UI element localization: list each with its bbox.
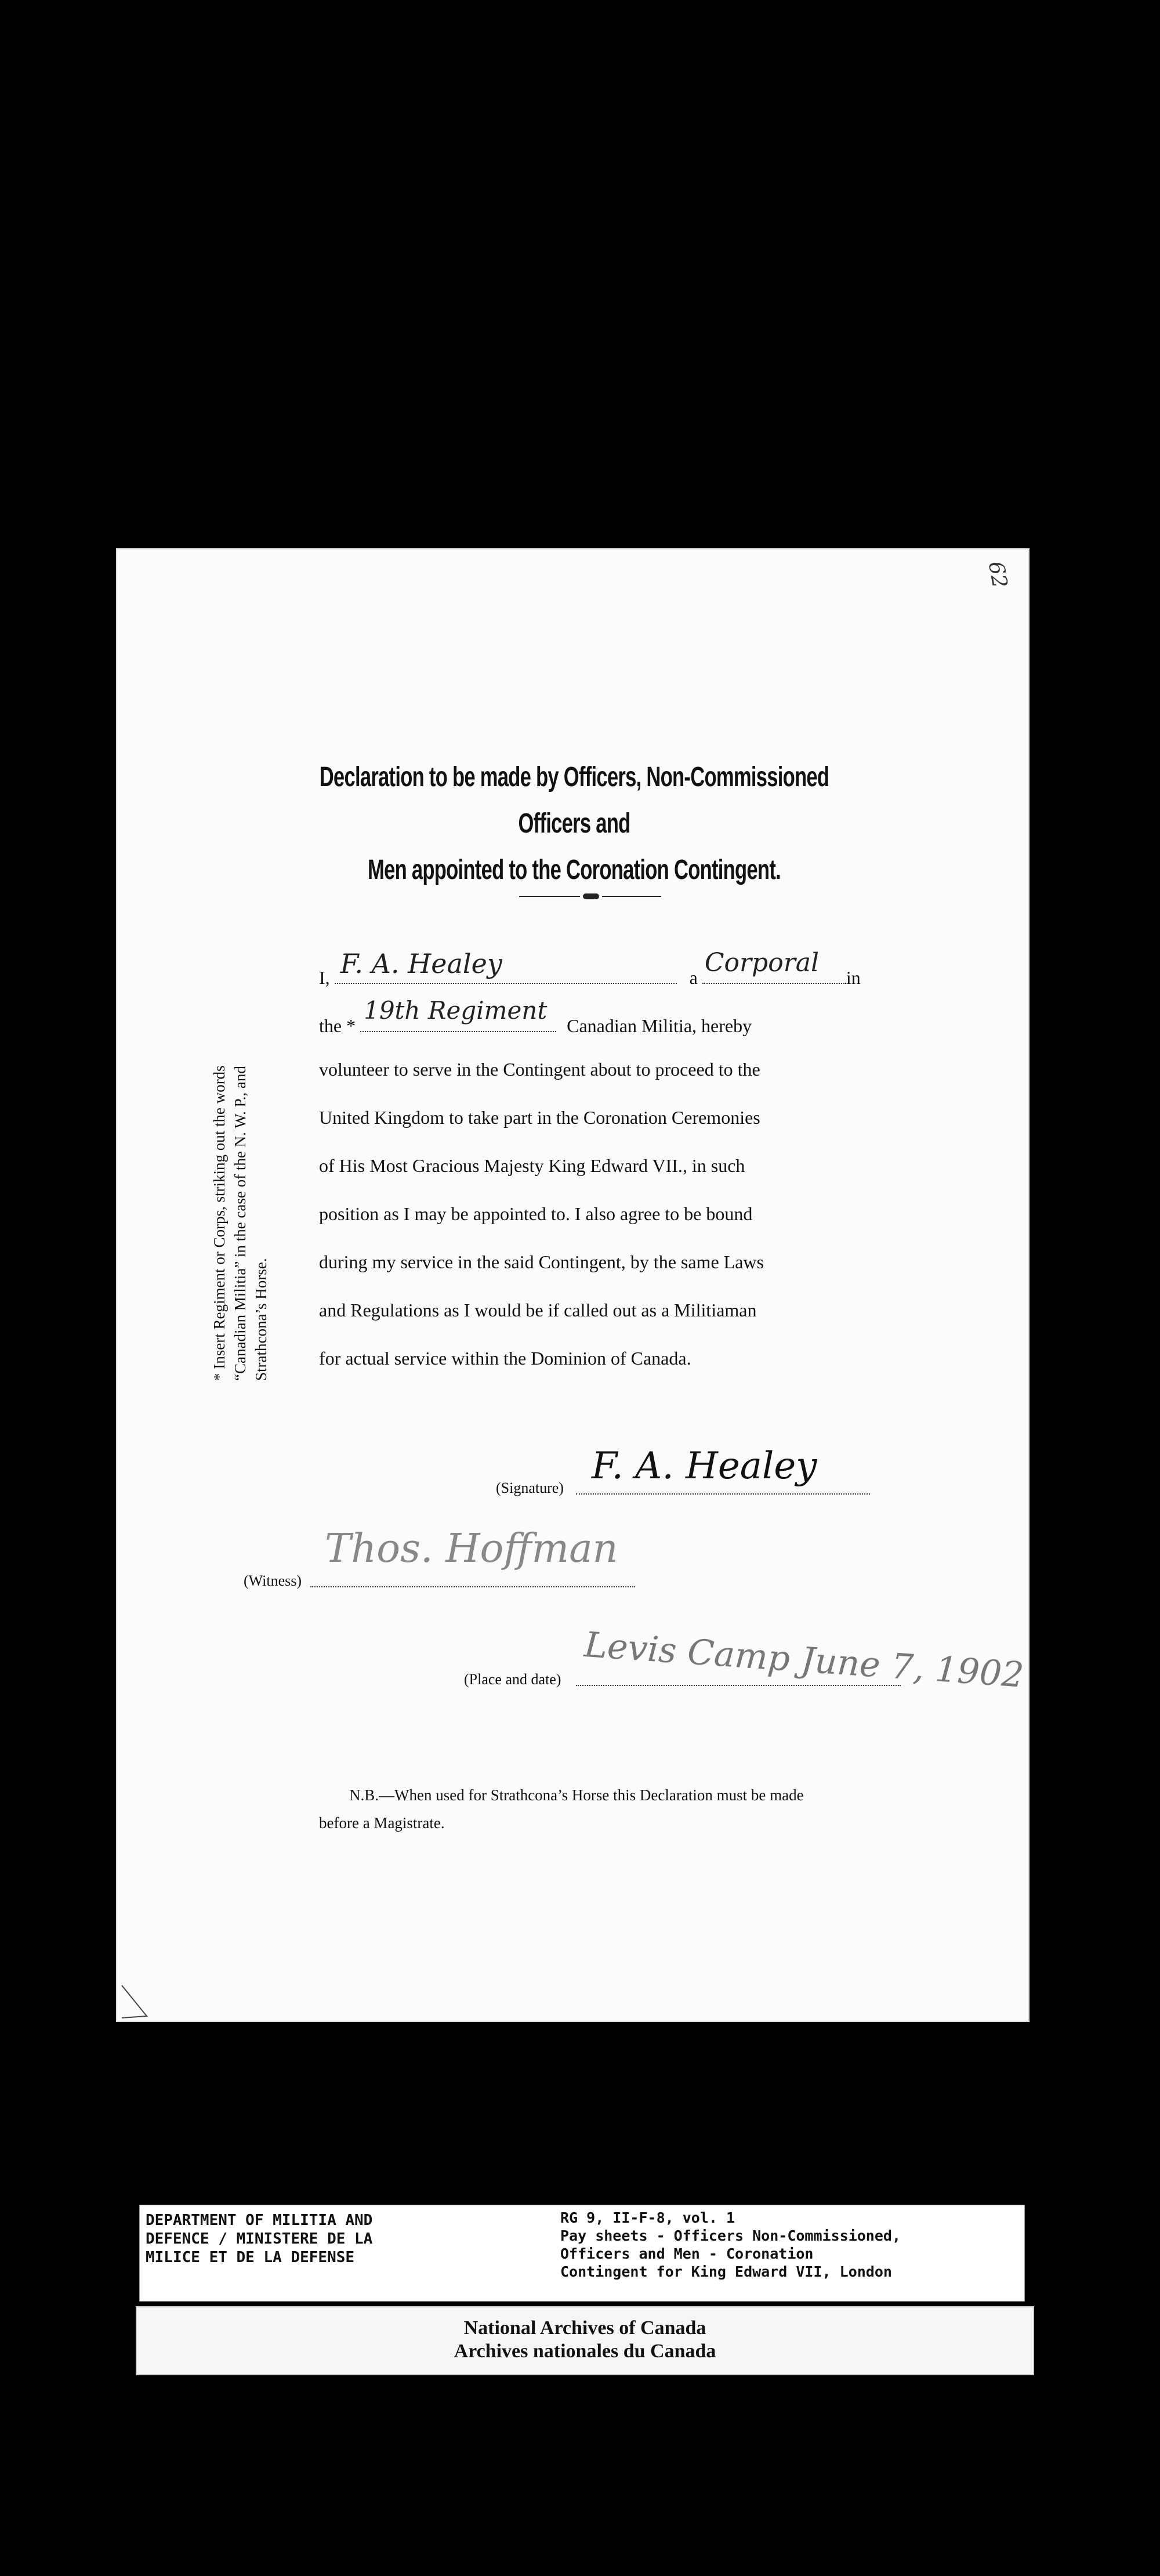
tag-department (146, 2211, 494, 2267)
declaration-line-6: position as I may be appointed to. I also agree to be bound (319, 1203, 753, 1224)
nb-line-2: before a Magistrate. (319, 1814, 445, 1832)
title-line-1: Declaration to be made by Officers, Non-Commissioned Officers and (319, 762, 829, 839)
tag-department-line-1: DEPARTMENT OF MILITIA AND (146, 2212, 373, 2229)
archives-banner-english: National Archives of Canada (463, 2317, 706, 2339)
pronoun: I, (319, 967, 330, 988)
signature-label: (Signature) (496, 1479, 564, 1496)
nb-line-1: N.B.—When used for Strathcona’s Horse this Declaration must be made (349, 1786, 804, 1804)
witness-handwritten: Thos. Hoffman (325, 1526, 618, 1572)
declaration-line-9: for actual service within the Dominion of Canada. (319, 1348, 691, 1369)
tag-department-line-2: DEFENCE / MINISTERE DE LA (146, 2230, 373, 2248)
declaration-line-1 (319, 948, 870, 989)
place-date-label: (Place and date) (464, 1671, 561, 1688)
declaration-line-7: during my service in the said Contingent, by the same Laws (319, 1251, 764, 1272)
nb-note (319, 1781, 876, 1837)
tag-department-line-3: MILICE ET DE LA DEFENSE (146, 2249, 355, 2266)
archives-banner-french: Archives nationales du Canada (454, 2340, 716, 2362)
margin-footnote (209, 975, 271, 1381)
witness-line (310, 1586, 635, 1587)
declaration-line-8: and Regulations as I would be if called out as a Militiaman (319, 1300, 757, 1320)
declaration-line-5: of His Most Gracious Majesty King Edward VII., in such (319, 1155, 745, 1176)
in-word: in (846, 967, 861, 988)
margin-note-line-2: “Canadian Militia” in the case of the N. W. P., and (231, 1066, 249, 1381)
name-handwritten: F. A. Healey (340, 948, 502, 979)
margin-note-line-3: Strathcona’s Horse. (252, 1258, 270, 1381)
place-date-line (576, 1685, 901, 1686)
signature-line (576, 1493, 870, 1495)
a-word: a (689, 967, 698, 988)
the-word: the * (319, 1015, 356, 1036)
document-title (303, 754, 846, 893)
rank-field (702, 948, 846, 984)
regiment-handwritten: 19th Regiment (364, 996, 548, 1025)
line-2-rest: Canadian Militia, hereby (567, 1015, 752, 1036)
tag-record-group (560, 2209, 1024, 2281)
declaration-line-2 (319, 996, 870, 1037)
folio-number: 62 (983, 559, 1012, 590)
tag-record-line-3: Officers and Men - Coronation (560, 2245, 814, 2262)
signature-handwritten: F. A. Healey (592, 1445, 817, 1488)
place-date-handwritten: Levis Camp June 7, 1902 (583, 1625, 1025, 1696)
tag-record-line-1: RG 9, II-F-8, vol. 1 (560, 2209, 735, 2226)
regiment-field (360, 996, 556, 1032)
name-field (335, 948, 677, 984)
tag-record-line-2: Pay sheets - Officers Non-Commissioned, (560, 2227, 901, 2244)
archives-banner (136, 2306, 1034, 2375)
rank-handwritten: Corporal (704, 948, 820, 978)
title-ornament (519, 893, 661, 899)
margin-note-line-1: * Insert Regiment or Corps, striking out the words (211, 1065, 228, 1381)
witness-label: (Witness) (244, 1572, 302, 1589)
declaration-line-4: United Kingdom to take part in the Coronation Ceremonies (319, 1107, 760, 1128)
declaration-line-3: volunteer to serve in the Contingent about to proceed to the (319, 1059, 760, 1080)
archive-reference-tag (139, 2205, 1025, 2302)
title-line-2: Men appointed to the Coronation Contingent. (368, 855, 781, 885)
tag-record-line-4: Contingent for King Edward VII, London (560, 2263, 892, 2280)
folded-corner-mark (121, 1984, 150, 2019)
